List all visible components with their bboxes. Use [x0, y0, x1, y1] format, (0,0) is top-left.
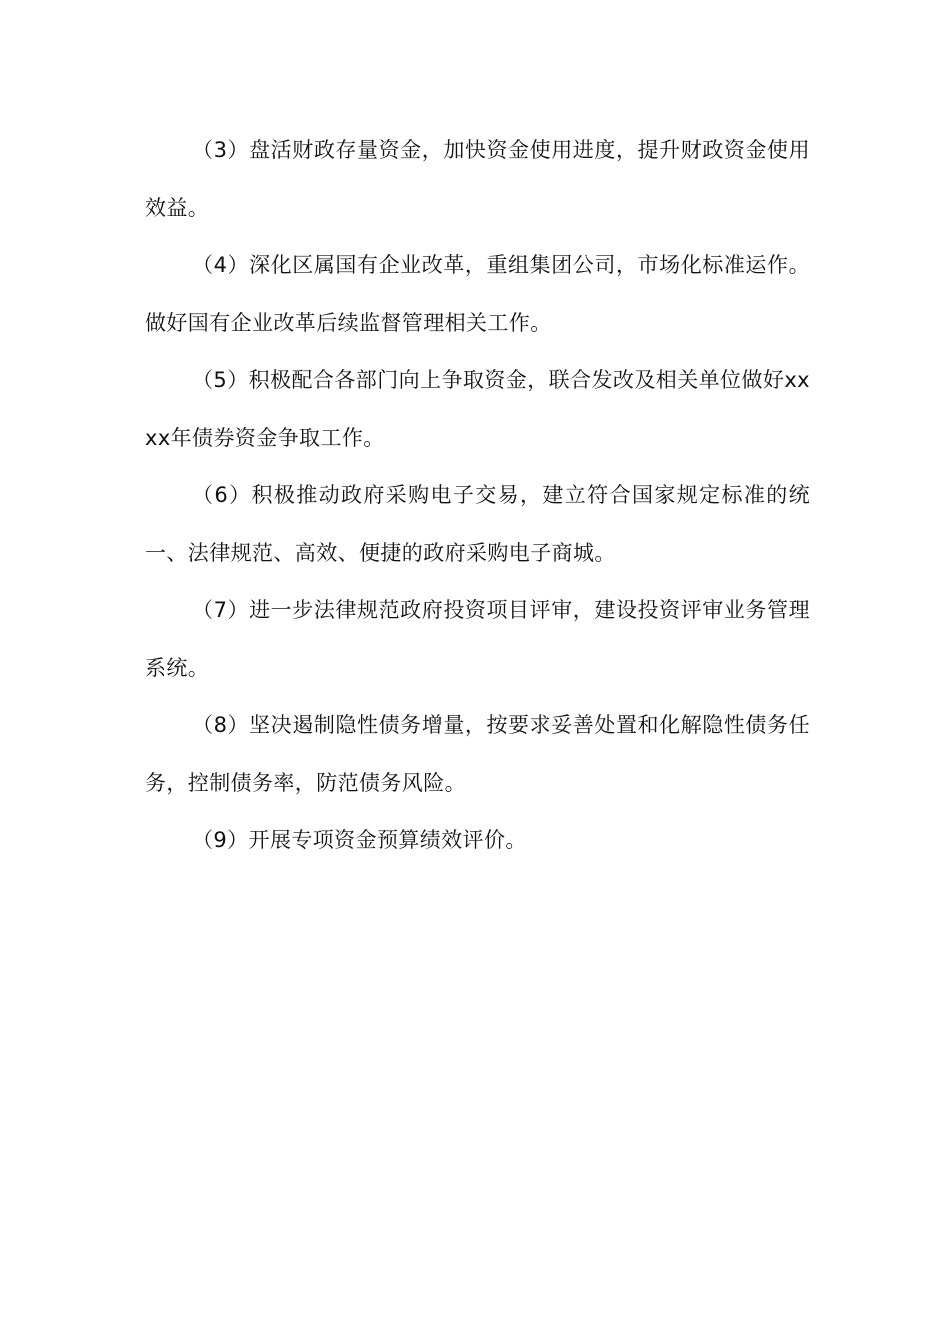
paragraph-item-5: （5）积极配合各部门向上争取资金，联合发改及相关单位做好xxxx年债券资金争取工作。	[145, 368, 810, 450]
document-body	[145, 122, 810, 870]
paragraph-item-9: （9）开展专项资金预算绩效评价。	[192, 828, 527, 852]
paragraph-item-3: （3）盘活财政存量资金，加快资金使用进度，提升财政资金使用效益。	[145, 138, 810, 220]
paragraph-item-7: （7）进一步法律规范政府投资项目评审，建设投资评审业务管理系统。	[145, 598, 810, 680]
paragraph-item-4: （4）深化区属国有企业改革，重组集团公司，市场化标准运作。做好国有企业改革后续监督管理相关工作。	[145, 253, 810, 335]
paragraph-item-8: （8）坚决遏制隐性债务增量，按要求妥善处置和化解隐性债务任务，控制债务率，防范债务风险。	[145, 713, 810, 795]
paragraph-item-6: （6）积极推动政府采购电子交易，建立符合国家规定标准的统一、法律规范、高效、便捷的政府采购电子商城。	[145, 483, 810, 565]
